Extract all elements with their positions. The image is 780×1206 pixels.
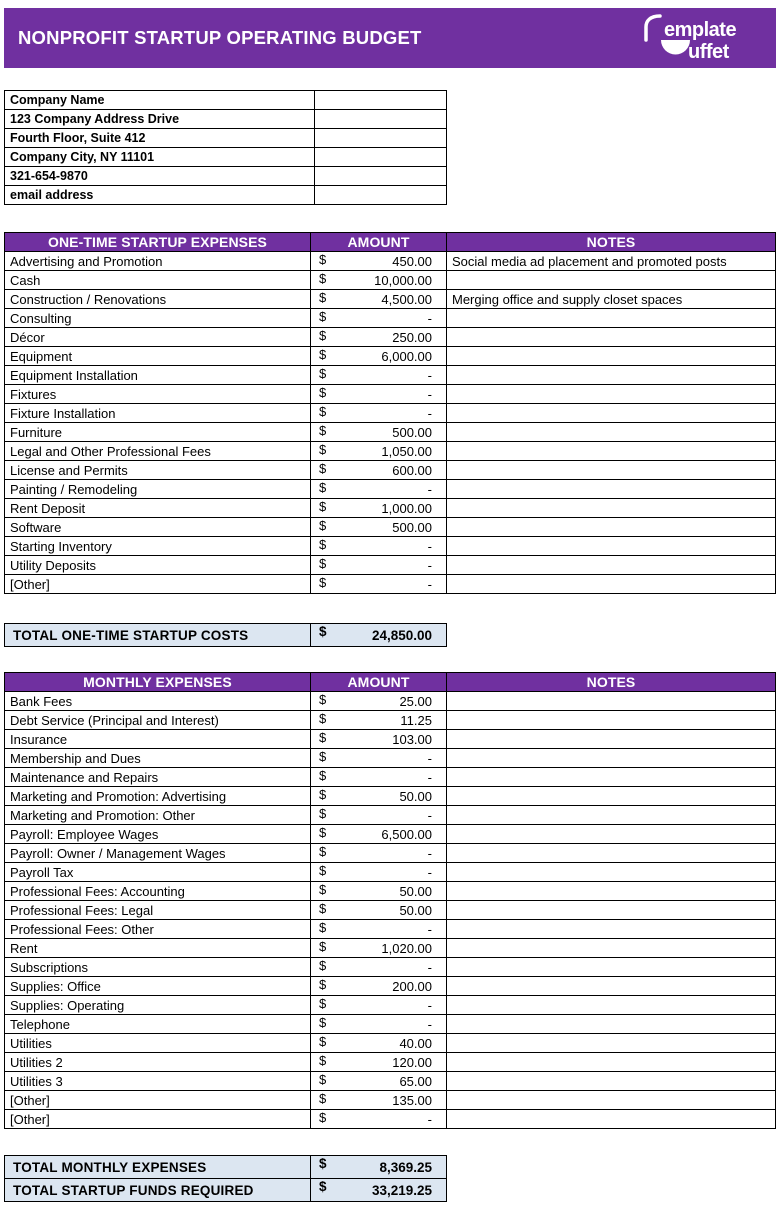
- table-row: [5, 958, 776, 977]
- expense-item-label: Rent Deposit: [5, 499, 311, 518]
- expense-amount-value: -: [427, 557, 432, 573]
- table-row: [5, 996, 776, 1015]
- expense-item-label: Software: [5, 518, 311, 537]
- currency-symbol: $: [319, 1091, 327, 1106]
- expense-item-label: Utilities: [5, 1034, 311, 1053]
- currency-symbol: $: [319, 749, 327, 764]
- expense-item-label: [Other]: [5, 575, 311, 594]
- currency-symbol: $: [319, 556, 327, 571]
- final-total-amount: [311, 1156, 447, 1179]
- expense-item-label: Subscriptions: [5, 958, 311, 977]
- table-row: [5, 271, 776, 290]
- expense-amount-value: 500.00: [392, 424, 432, 440]
- table-row: [5, 787, 776, 806]
- expense-amount-cell[interactable]: [311, 901, 447, 920]
- monthly-header-notes: NOTES: [447, 673, 776, 692]
- company-address2-value[interactable]: [315, 129, 447, 148]
- expense-amount-cell[interactable]: [311, 347, 447, 366]
- expense-note-cell[interactable]: [447, 787, 776, 806]
- final-total-label: TOTAL MONTHLY EXPENSES: [5, 1156, 311, 1179]
- expense-amount-value: -: [427, 1111, 432, 1127]
- currency-symbol: $: [319, 787, 327, 802]
- expense-amount-value: -: [427, 576, 432, 592]
- expense-amount-cell[interactable]: [311, 749, 447, 768]
- expense-note-cell[interactable]: [447, 366, 776, 385]
- table-header-row: [5, 233, 776, 252]
- expense-note-cell[interactable]: [447, 711, 776, 730]
- currency-symbol: $: [319, 711, 327, 726]
- expense-note-cell[interactable]: Social media ad placement and promoted posts: [447, 252, 776, 271]
- expense-amount-cell[interactable]: [311, 768, 447, 787]
- expense-item-label: Supplies: Office: [5, 977, 311, 996]
- expense-amount-cell[interactable]: [311, 366, 447, 385]
- startup-expenses-table: [4, 232, 776, 594]
- final-total-value: 8,369.25: [379, 1159, 432, 1175]
- expense-item-label: Construction / Renovations: [5, 290, 311, 309]
- expense-amount-cell[interactable]: [311, 290, 447, 309]
- expense-amount-cell[interactable]: [311, 499, 447, 518]
- expense-note-cell[interactable]: [447, 806, 776, 825]
- table-row: [5, 711, 776, 730]
- currency-symbol: $: [319, 882, 327, 897]
- table-row: [5, 148, 447, 167]
- currency-symbol: $: [319, 328, 327, 343]
- final-total-value: 33,219.25: [371, 1182, 432, 1198]
- table-row: [5, 518, 776, 537]
- table-row: [5, 347, 776, 366]
- expense-item-label: Payroll: Owner / Management Wages: [5, 844, 311, 863]
- expense-amount-cell[interactable]: [311, 730, 447, 749]
- table-row: [5, 806, 776, 825]
- table-row: [5, 1072, 776, 1091]
- expense-amount-value: 500.00: [392, 519, 432, 535]
- expense-item-label: Utilities 2: [5, 1053, 311, 1072]
- expense-item-label: Décor: [5, 328, 311, 347]
- expense-amount-value: -: [427, 921, 432, 937]
- company-name-value[interactable]: [315, 91, 447, 110]
- expense-amount-value: -: [427, 367, 432, 383]
- table-row: [5, 129, 447, 148]
- expense-note-cell[interactable]: [447, 556, 776, 575]
- expense-amount-cell[interactable]: [311, 575, 447, 594]
- expense-note-cell[interactable]: [447, 575, 776, 594]
- expense-amount-value: 4,500.00: [381, 291, 432, 307]
- table-row: [5, 977, 776, 996]
- expense-note-cell[interactable]: [447, 1053, 776, 1072]
- currency-symbol: $: [319, 537, 327, 552]
- company-info-table: [4, 90, 447, 205]
- expense-amount-cell[interactable]: [311, 385, 447, 404]
- startup-header-item: ONE-TIME STARTUP EXPENSES: [5, 233, 311, 252]
- expense-amount-cell[interactable]: [311, 1110, 447, 1129]
- expense-amount-cell[interactable]: [311, 442, 447, 461]
- expense-amount-cell[interactable]: [311, 844, 447, 863]
- expense-item-label: Debt Service (Principal and Interest): [5, 711, 311, 730]
- expense-note-cell[interactable]: [447, 1015, 776, 1034]
- table-row: [5, 575, 776, 594]
- currency-symbol: $: [319, 442, 327, 457]
- expense-amount-cell[interactable]: [311, 1053, 447, 1072]
- table-row: [5, 556, 776, 575]
- currency-symbol: $: [319, 1179, 327, 1194]
- expense-amount-cell[interactable]: [311, 787, 447, 806]
- expense-amount-cell[interactable]: [311, 1015, 447, 1034]
- currency-symbol: $: [319, 958, 327, 973]
- expense-item-label: Cash: [5, 271, 311, 290]
- expense-note-cell[interactable]: [447, 461, 776, 480]
- expense-item-label: Insurance: [5, 730, 311, 749]
- table-row: [5, 863, 776, 882]
- expense-amount-value: -: [427, 845, 432, 861]
- expense-amount-value: -: [427, 1016, 432, 1032]
- table-row: [5, 423, 776, 442]
- expense-note-cell[interactable]: [447, 958, 776, 977]
- final-total-amount: [311, 1179, 447, 1202]
- table-row: [5, 499, 776, 518]
- table-row: [5, 1156, 447, 1179]
- expense-item-label: [Other]: [5, 1091, 311, 1110]
- table-row: [5, 404, 776, 423]
- table-row: [5, 91, 447, 110]
- expense-amount-value: 1,020.00: [381, 940, 432, 956]
- expense-amount-value: 120.00: [392, 1054, 432, 1070]
- table-row: [5, 252, 776, 271]
- expense-note-cell[interactable]: [447, 309, 776, 328]
- expense-item-label: Professional Fees: Accounting: [5, 882, 311, 901]
- currency-symbol: $: [319, 692, 327, 707]
- expense-note-cell[interactable]: [447, 882, 776, 901]
- expense-item-label: Telephone: [5, 1015, 311, 1034]
- expense-amount-cell[interactable]: [311, 309, 447, 328]
- table-row: [5, 825, 776, 844]
- table-row: [5, 328, 776, 347]
- expense-amount-value: 6,500.00: [381, 826, 432, 842]
- table-row: [5, 920, 776, 939]
- currency-symbol: $: [319, 385, 327, 400]
- expense-item-label: Maintenance and Repairs: [5, 768, 311, 787]
- expense-item-label: Professional Fees: Other: [5, 920, 311, 939]
- expense-amount-value: 50.00: [399, 788, 432, 804]
- expense-amount-cell[interactable]: [311, 1034, 447, 1053]
- expense-note-cell[interactable]: [447, 730, 776, 749]
- startup-total-table: [4, 623, 447, 647]
- expense-item-label: Furniture: [5, 423, 311, 442]
- expense-amount-value: -: [427, 405, 432, 421]
- expense-amount-cell[interactable]: [311, 825, 447, 844]
- currency-symbol: $: [319, 480, 327, 495]
- expense-amount-value: 25.00: [399, 693, 432, 709]
- currency-symbol: $: [319, 624, 327, 639]
- page-title: NONPROFIT STARTUP OPERATING BUDGET: [18, 27, 422, 48]
- currency-symbol: $: [319, 575, 327, 590]
- table-row: [5, 1091, 776, 1110]
- expense-amount-cell[interactable]: [311, 271, 447, 290]
- svg-text:uffet: uffet: [688, 41, 729, 63]
- table-row: [5, 480, 776, 499]
- company-name-label: Company Name: [5, 91, 315, 110]
- expense-amount-value: -: [427, 997, 432, 1013]
- expense-item-label: Professional Fees: Legal: [5, 901, 311, 920]
- expense-amount-cell[interactable]: [311, 863, 447, 882]
- table-row: [5, 901, 776, 920]
- expense-amount-cell[interactable]: [311, 461, 447, 480]
- table-row: [5, 844, 776, 863]
- expense-amount-cell[interactable]: [311, 958, 447, 977]
- currency-symbol: $: [319, 825, 327, 840]
- expense-amount-value: 1,050.00: [381, 443, 432, 459]
- company-city-value[interactable]: [315, 148, 447, 167]
- expense-note-cell[interactable]: [447, 423, 776, 442]
- expense-amount-value: 135.00: [392, 1092, 432, 1108]
- currency-symbol: $: [319, 347, 327, 362]
- table-row: [5, 290, 776, 309]
- expense-amount-value: 50.00: [399, 902, 432, 918]
- expense-note-cell[interactable]: [447, 1034, 776, 1053]
- currency-symbol: $: [319, 252, 327, 267]
- currency-symbol: $: [319, 366, 327, 381]
- company-address1-label: 123 Company Address Drive: [5, 110, 315, 129]
- expense-note-cell[interactable]: [447, 537, 776, 556]
- table-row: [5, 366, 776, 385]
- expense-item-label: Painting / Remodeling: [5, 480, 311, 499]
- currency-symbol: $: [319, 863, 327, 878]
- expense-item-label: Equipment Installation: [5, 366, 311, 385]
- table-row: [5, 624, 447, 647]
- expense-amount-value: 11.25: [400, 712, 432, 728]
- expense-note-cell[interactable]: [447, 271, 776, 290]
- table-row: [5, 882, 776, 901]
- currency-symbol: $: [319, 844, 327, 859]
- expense-item-label: Consulting: [5, 309, 311, 328]
- table-row: [5, 167, 447, 186]
- currency-symbol: $: [319, 271, 327, 286]
- currency-symbol: $: [319, 1110, 327, 1125]
- final-totals-table: [4, 1155, 447, 1202]
- expense-amount-cell[interactable]: [311, 404, 447, 423]
- company-email-value[interactable]: [315, 186, 447, 205]
- expense-amount-value: -: [427, 538, 432, 554]
- table-row: [5, 110, 447, 129]
- expense-note-cell[interactable]: [447, 442, 776, 461]
- expense-item-label: Utility Deposits: [5, 556, 311, 575]
- expense-note-cell[interactable]: [447, 749, 776, 768]
- expense-item-label: Rent: [5, 939, 311, 958]
- currency-symbol: $: [319, 499, 327, 514]
- expense-amount-cell[interactable]: [311, 556, 447, 575]
- currency-symbol: $: [319, 1034, 327, 1049]
- expense-note-cell[interactable]: [447, 404, 776, 423]
- expense-amount-cell[interactable]: [311, 977, 447, 996]
- expense-note-cell[interactable]: [447, 480, 776, 499]
- currency-symbol: $: [319, 1015, 327, 1030]
- expense-item-label: Fixtures: [5, 385, 311, 404]
- expense-amount-cell[interactable]: [311, 423, 447, 442]
- startup-total-label: TOTAL ONE-TIME STARTUP COSTS: [5, 624, 311, 647]
- company-phone-value[interactable]: [315, 167, 447, 186]
- table-row: [5, 1053, 776, 1072]
- currency-symbol: $: [319, 1053, 327, 1068]
- expense-item-label: Advertising and Promotion: [5, 252, 311, 271]
- expense-item-label: Fixture Installation: [5, 404, 311, 423]
- expense-item-label: Payroll Tax: [5, 863, 311, 882]
- expense-amount-value: 450.00: [392, 253, 432, 269]
- table-row: [5, 1034, 776, 1053]
- expense-amount-value: -: [427, 750, 432, 766]
- currency-symbol: $: [319, 996, 327, 1011]
- table-row: [5, 730, 776, 749]
- currency-symbol: $: [319, 920, 327, 935]
- expense-amount-cell[interactable]: [311, 882, 447, 901]
- expense-note-cell[interactable]: [447, 977, 776, 996]
- expense-amount-cell[interactable]: [311, 939, 447, 958]
- expense-amount-value: -: [427, 959, 432, 975]
- monthly-header-item: MONTHLY EXPENSES: [5, 673, 311, 692]
- table-row: [5, 1015, 776, 1034]
- expense-item-label: License and Permits: [5, 461, 311, 480]
- table-header-row: [5, 673, 776, 692]
- expense-amount-value: 200.00: [392, 978, 432, 994]
- expense-note-cell[interactable]: [447, 825, 776, 844]
- expense-amount-value: -: [427, 769, 432, 785]
- expense-amount-cell[interactable]: [311, 711, 447, 730]
- expense-amount-value: 600.00: [392, 462, 432, 478]
- expense-item-label: Starting Inventory: [5, 537, 311, 556]
- company-phone-label: 321-654-9870: [5, 167, 315, 186]
- table-row: [5, 442, 776, 461]
- expense-note-cell[interactable]: [447, 499, 776, 518]
- expense-note-cell[interactable]: [447, 347, 776, 366]
- expense-note-cell[interactable]: [447, 901, 776, 920]
- template-buffet-logo: [638, 10, 768, 66]
- expense-amount-value: -: [427, 481, 432, 497]
- expense-amount-value: 65.00: [399, 1073, 432, 1089]
- expense-amount-cell[interactable]: [311, 1072, 447, 1091]
- expense-amount-cell[interactable]: [311, 537, 447, 556]
- expense-item-label: Marketing and Promotion: Other: [5, 806, 311, 825]
- expense-item-label: Payroll: Employee Wages: [5, 825, 311, 844]
- expense-amount-value: 1,000.00: [381, 500, 432, 516]
- expense-amount-cell[interactable]: [311, 518, 447, 537]
- currency-symbol: $: [319, 309, 327, 324]
- currency-symbol: $: [319, 1072, 327, 1087]
- currency-symbol: $: [319, 423, 327, 438]
- table-row: [5, 461, 776, 480]
- expense-amount-cell[interactable]: [311, 996, 447, 1015]
- final-total-label: TOTAL STARTUP FUNDS REQUIRED: [5, 1179, 311, 1202]
- expense-note-cell[interactable]: [447, 863, 776, 882]
- table-row: [5, 749, 776, 768]
- expense-amount-cell[interactable]: [311, 806, 447, 825]
- expense-amount-cell[interactable]: [311, 920, 447, 939]
- expense-item-label: Utilities 3: [5, 1072, 311, 1091]
- company-city-label: Company City, NY 11101: [5, 148, 315, 167]
- expense-amount-value: -: [427, 386, 432, 402]
- expense-amount-cell[interactable]: [311, 480, 447, 499]
- expense-amount-value: 103.00: [392, 731, 432, 747]
- expense-item-label: Marketing and Promotion: Advertising: [5, 787, 311, 806]
- expense-item-label: Equipment: [5, 347, 311, 366]
- company-address1-value[interactable]: [315, 110, 447, 129]
- monthly-expenses-table: [4, 672, 776, 1129]
- currency-symbol: $: [319, 290, 327, 305]
- expense-amount-cell[interactable]: [311, 692, 447, 711]
- company-address2-label: Fourth Floor, Suite 412: [5, 129, 315, 148]
- expense-item-label: Bank Fees: [5, 692, 311, 711]
- currency-symbol: $: [319, 977, 327, 992]
- table-row: [5, 768, 776, 787]
- currency-symbol: $: [319, 901, 327, 916]
- expense-amount-value: -: [427, 864, 432, 880]
- expense-amount-cell[interactable]: [311, 328, 447, 347]
- table-row: [5, 537, 776, 556]
- expense-amount-value: 6,000.00: [381, 348, 432, 364]
- expense-note-cell[interactable]: [447, 1091, 776, 1110]
- expense-item-label: Supplies: Operating: [5, 996, 311, 1015]
- expense-note-cell[interactable]: [447, 692, 776, 711]
- expense-note-cell[interactable]: Merging office and supply closet spaces: [447, 290, 776, 309]
- expense-note-cell[interactable]: [447, 385, 776, 404]
- table-row: [5, 939, 776, 958]
- table-row: [5, 385, 776, 404]
- currency-symbol: $: [319, 730, 327, 745]
- currency-symbol: $: [319, 806, 327, 821]
- expense-amount-cell[interactable]: [311, 252, 447, 271]
- expense-note-cell[interactable]: [447, 328, 776, 347]
- expense-amount-value: 50.00: [399, 883, 432, 899]
- expense-note-cell[interactable]: [447, 844, 776, 863]
- currency-symbol: $: [319, 768, 327, 783]
- company-email-label: email address: [5, 186, 315, 205]
- expense-item-label: [Other]: [5, 1110, 311, 1129]
- expense-note-cell[interactable]: [447, 1110, 776, 1129]
- table-row: [5, 692, 776, 711]
- expense-note-cell[interactable]: [447, 768, 776, 787]
- table-row: [5, 186, 447, 205]
- currency-symbol: $: [319, 461, 327, 476]
- expense-note-cell[interactable]: [447, 1072, 776, 1091]
- expense-note-cell[interactable]: [447, 996, 776, 1015]
- expense-item-label: Membership and Dues: [5, 749, 311, 768]
- startup-total-amount: [311, 624, 447, 647]
- expense-amount-cell[interactable]: [311, 1091, 447, 1110]
- expense-amount-value: -: [427, 310, 432, 326]
- expense-note-cell[interactable]: [447, 939, 776, 958]
- table-row: [5, 1110, 776, 1129]
- expense-amount-value: 10,000.00: [374, 272, 432, 288]
- expense-amount-value: 40.00: [399, 1035, 432, 1051]
- table-row: [5, 309, 776, 328]
- monthly-header-amount: AMOUNT: [311, 673, 447, 692]
- currency-symbol: $: [319, 404, 327, 419]
- currency-symbol: $: [319, 1156, 327, 1171]
- table-row: [5, 1179, 447, 1202]
- expense-note-cell[interactable]: [447, 518, 776, 537]
- startup-header-notes: NOTES: [447, 233, 776, 252]
- page-banner: [4, 8, 776, 68]
- startup-total-value: 24,850.00: [371, 627, 432, 643]
- expense-amount-value: 250.00: [392, 329, 432, 345]
- expense-item-label: Legal and Other Professional Fees: [5, 442, 311, 461]
- currency-symbol: $: [319, 518, 327, 533]
- expense-note-cell[interactable]: [447, 920, 776, 939]
- currency-symbol: $: [319, 939, 327, 954]
- startup-header-amount: AMOUNT: [311, 233, 447, 252]
- expense-amount-value: -: [427, 807, 432, 823]
- svg-text:emplate: emplate: [664, 19, 737, 41]
